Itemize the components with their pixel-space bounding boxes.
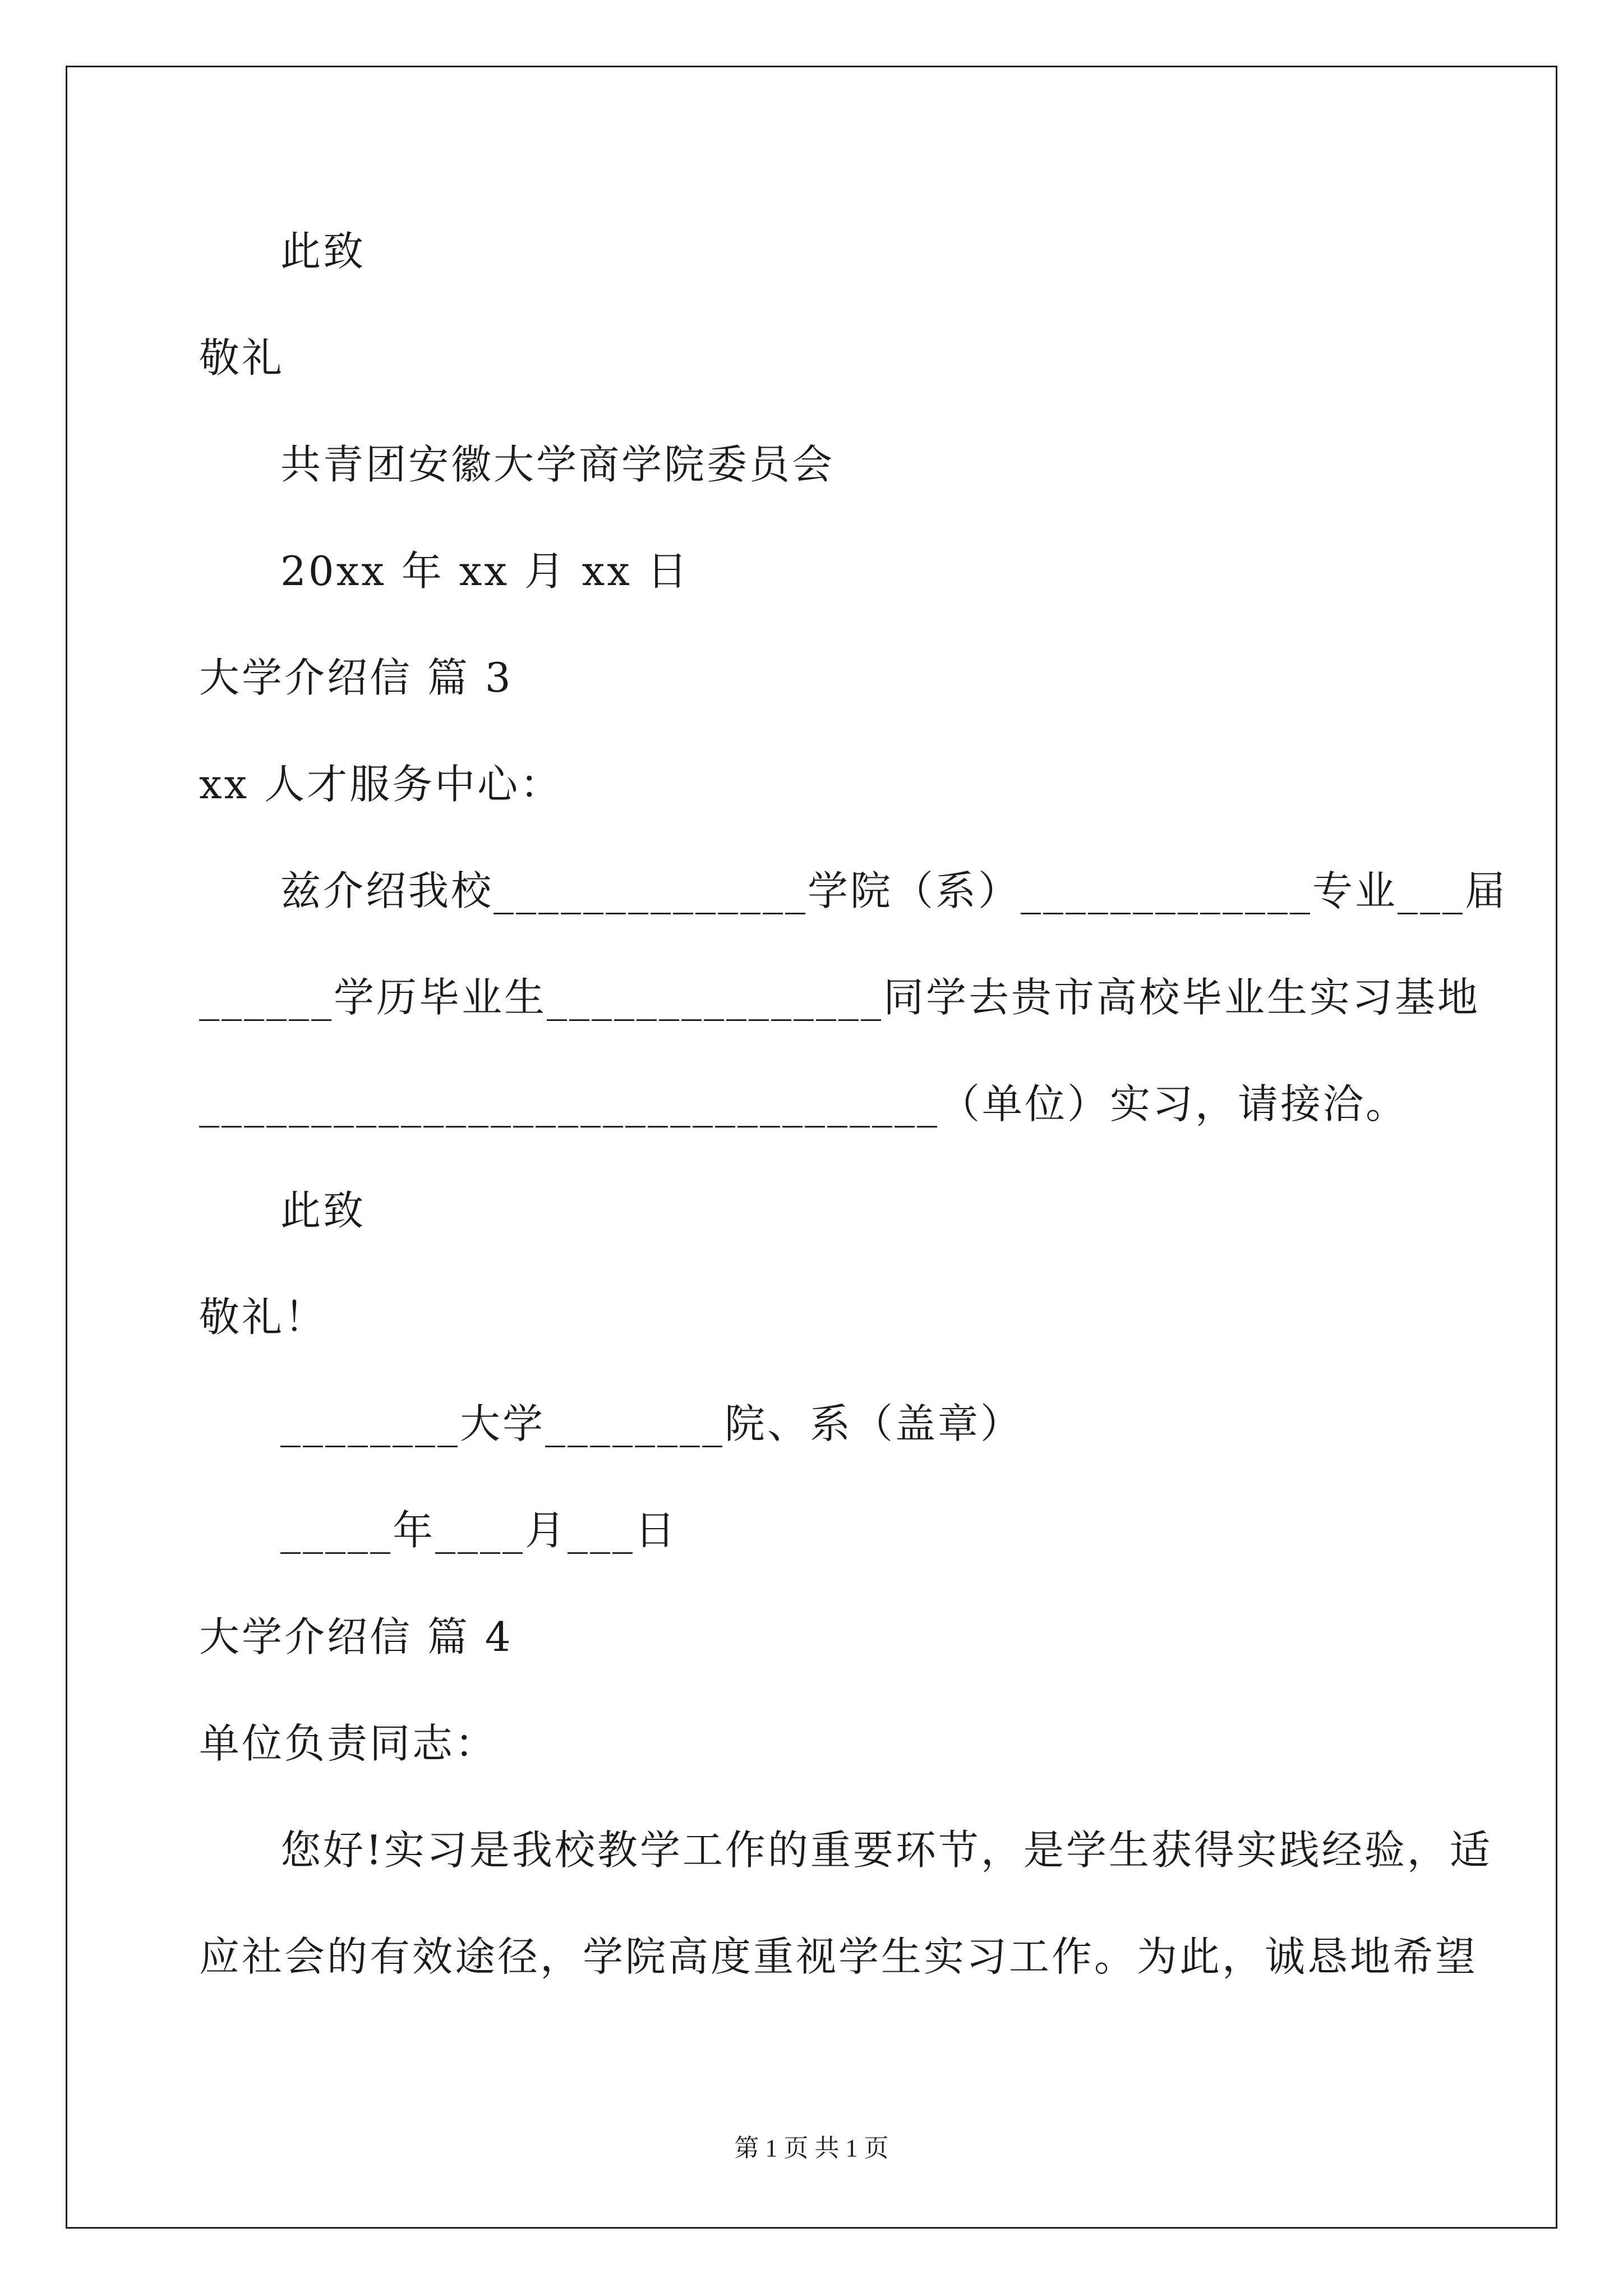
body-line-2: ______学历毕业生_______________同学去贵市高校毕业生实习基地 [199,974,1481,1021]
signature-org: 共青团安徽大学商学院委员会 [280,441,835,488]
signature-date-3: _____年____月___日 [280,1507,678,1554]
body-line-3: _________________________________（单位）实习，请接洽。 [199,1080,1409,1128]
signature-date: 20xx 年 xx 月 xx 日 [280,547,690,595]
recipient-3: xx 人才服务中心： [199,761,563,808]
recipient-4: 单位负责同志： [199,1720,498,1767]
page-border [66,66,1557,2229]
section-heading-4: 大学介绍信 篇 4 [199,1613,513,1660]
body-line-4: 您好!实习是我校教学工作的重要环节，是学生获得实践经验，适 [280,1826,1492,1874]
body-line-5: 应社会的有效途径，学院高度重视学生实习工作。为此，诚恳地希望 [199,1933,1478,1980]
closing-regards-3: 敬礼！ [199,1294,328,1341]
closing-salutation: 此致 [280,228,366,275]
page-footer: 第 1 页 共 1 页 [734,2134,889,2162]
body-line-1: 兹介绍我校______________学院（系）_____________专业___届 [280,867,1508,914]
signature-school: ________大学________院、系（盖章） [280,1400,1023,1447]
closing-regards: 敬礼 [199,334,285,381]
section-heading-3: 大学介绍信 篇 3 [199,654,513,701]
closing-salutation-3: 此致 [280,1187,366,1234]
